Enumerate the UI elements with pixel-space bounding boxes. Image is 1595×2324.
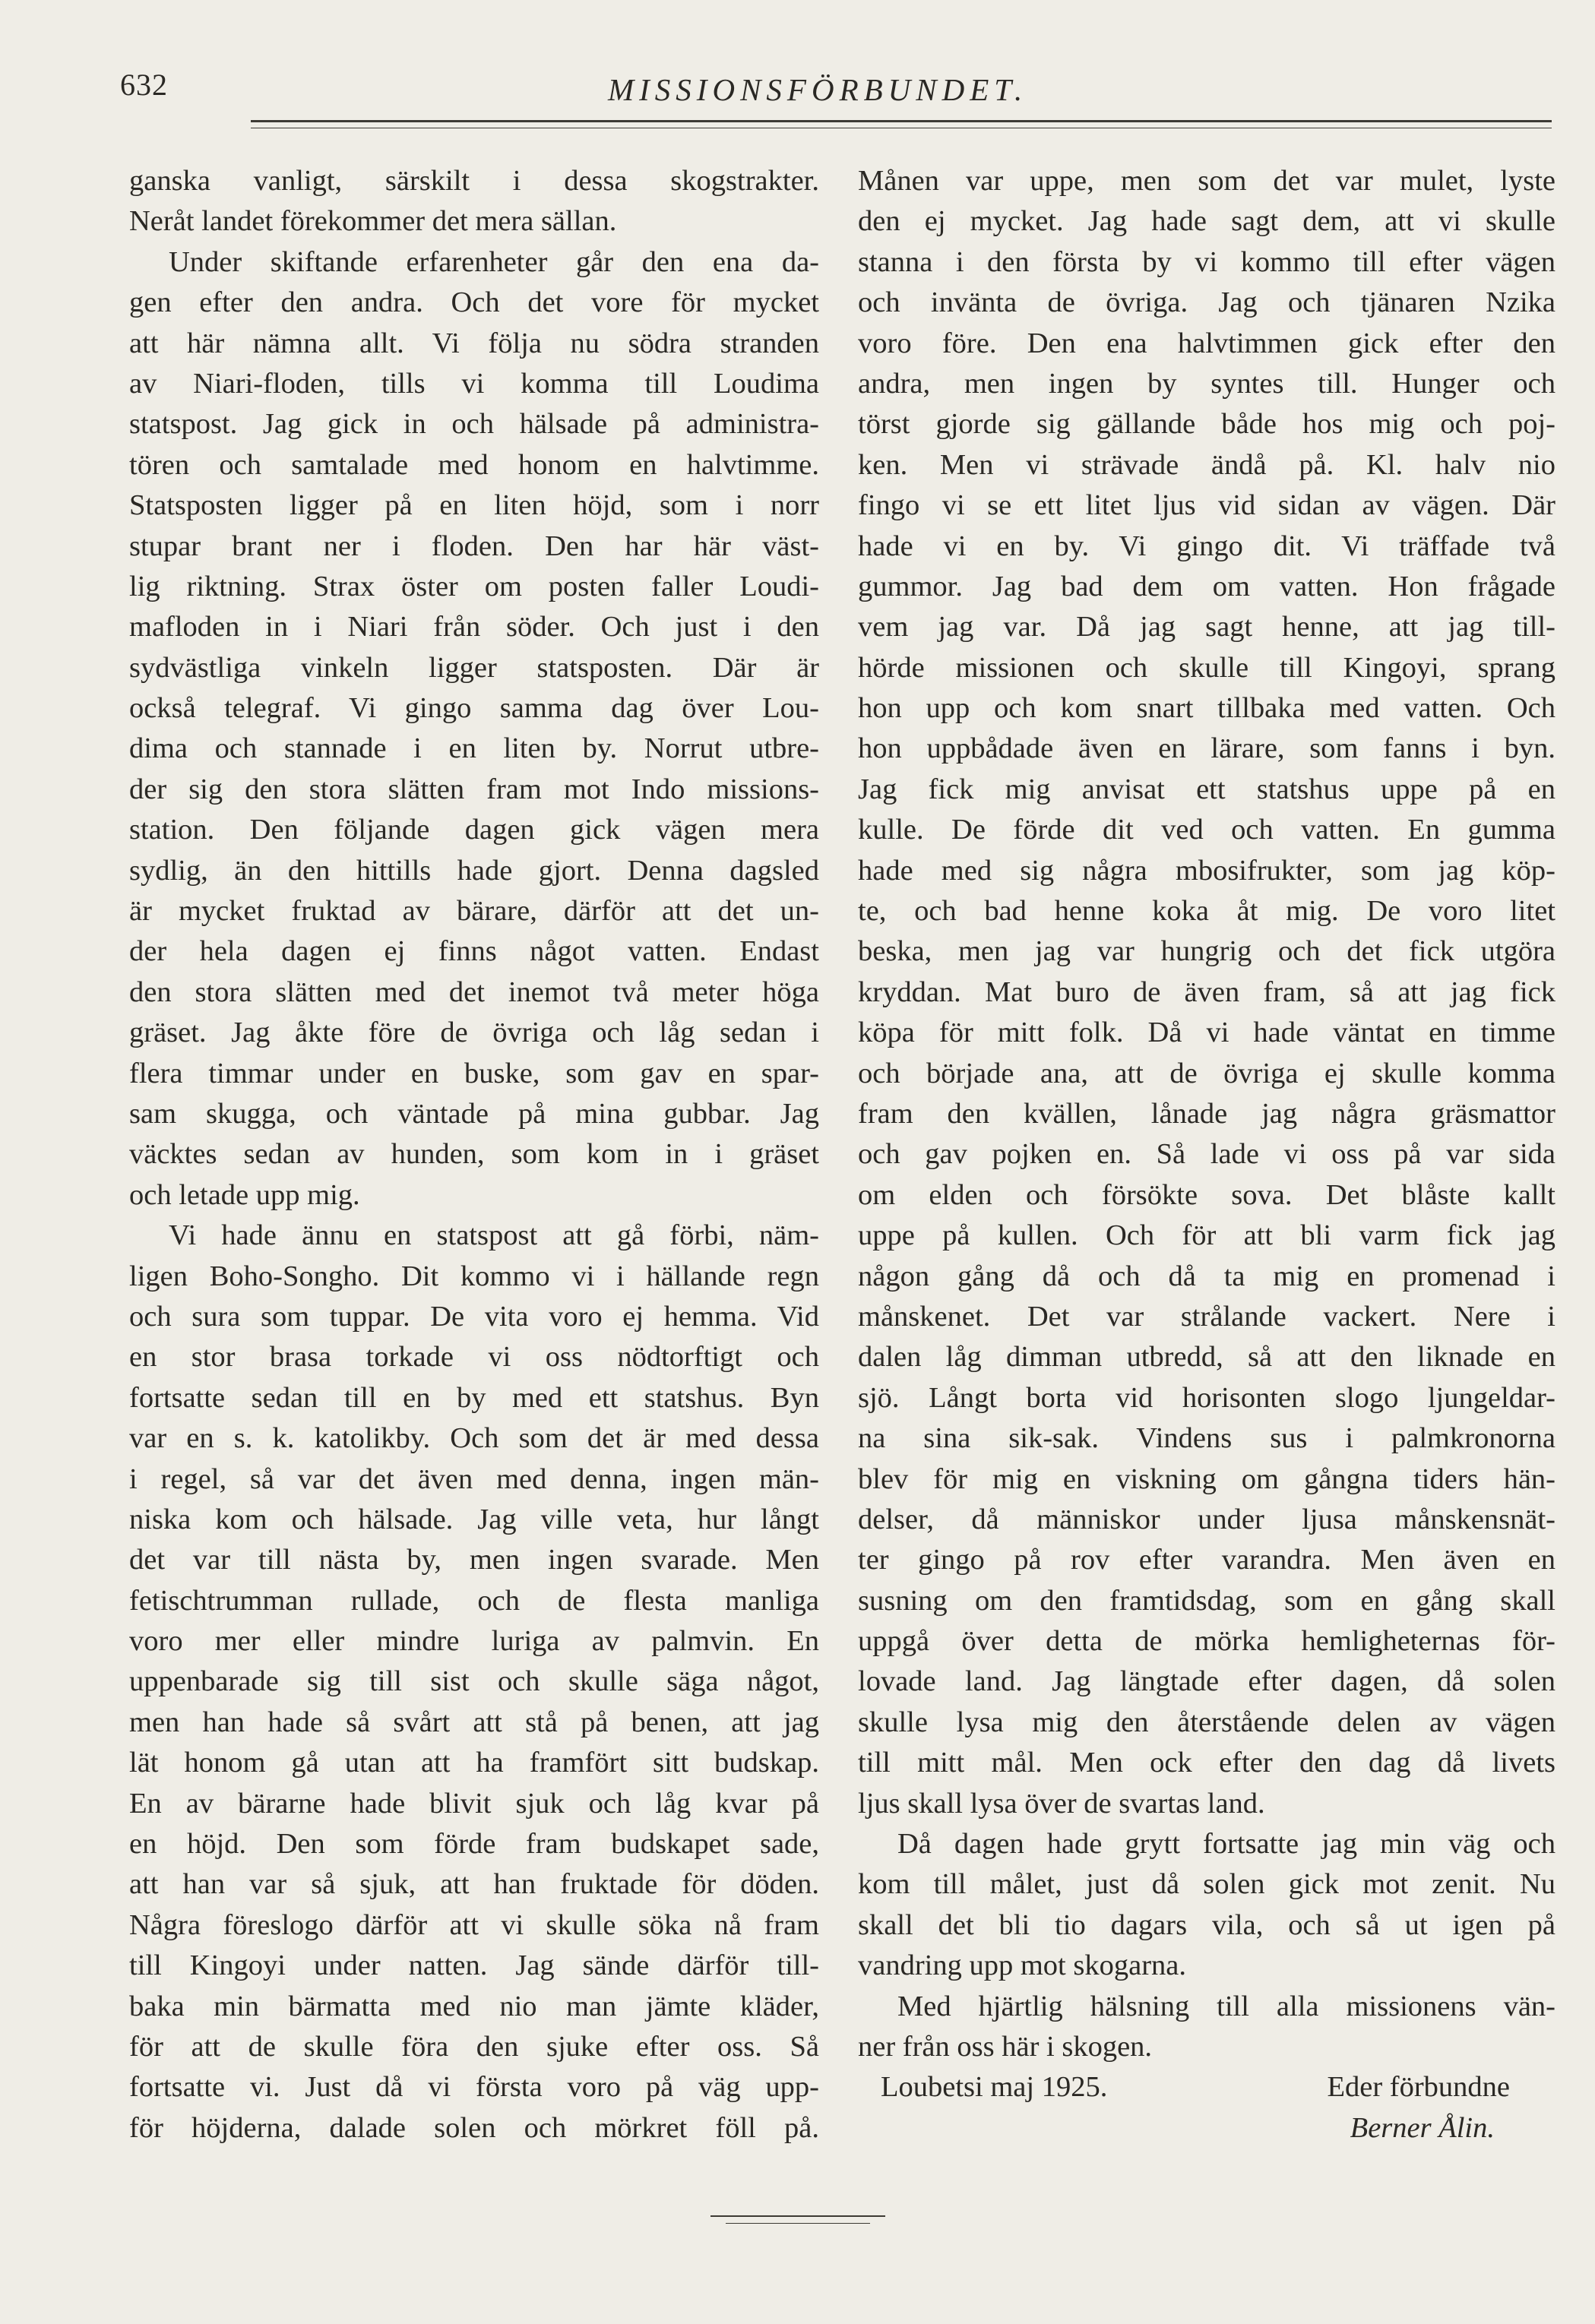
text-line: voro mer eller mindre luriga av palmvin. En (129, 1625, 819, 1658)
closing: Eder förbundne (1327, 2071, 1510, 2104)
text-line: hon uppbådade även en lärare, som fanns i byn. (858, 732, 1555, 765)
text-line: månskenet. Det var strålande vackert. Nere i (858, 1300, 1555, 1333)
text-line: uppenbarade sig till sist och skulle säga något, (129, 1665, 819, 1698)
text-line: för att de skulle föra den sjuke efter oss. Så (129, 2030, 819, 2063)
text-line: baka min bärmatta med nio man jämte kläder, (129, 1990, 819, 2022)
end-rule (710, 2215, 885, 2217)
text-line: station. Den följande dagen gick vägen mera (129, 814, 819, 846)
right-column-body (858, 161, 1555, 2067)
text-line: andra, men ingen by syntes till. Hunger och (858, 367, 1555, 400)
text-line: Då dagen hade grytt fortsatte jag min väg och (897, 1828, 1555, 1861)
text-line: och började ana, att de övriga ej skulle komma (858, 1057, 1555, 1089)
text-line: ken. Men vi strävade ändå på. Kl. halv nio (858, 448, 1555, 481)
text-line: fingo vi se ett litet ljus vid sidan av vägen. Där (858, 489, 1555, 522)
text-line: fortsatte sedan till en by med ett statshus. Byn (129, 1381, 819, 1414)
text-line: fram den kvällen, lånade jag några gräsmattor (858, 1097, 1555, 1130)
text-line: den ej mycket. Jag hade sagt dem, att vi skulle (858, 205, 1555, 238)
text-line: Vi hade ännu en statspost att gå förbi, näm- (169, 1219, 819, 1252)
text-line: lät honom gå utan att ha framfört sitt budskap. (129, 1747, 819, 1779)
text-line: var en s. k. katolikby. Och som det är med dessa (129, 1422, 819, 1455)
text-line: Med hjärtlig hälsning till alla missionens vän- (897, 1990, 1555, 2022)
text-line: sydvästliga vinkeln ligger statsposten. Där är (129, 651, 819, 684)
text-line: niska kom och hälsade. Jag ville veta, hur långt (129, 1503, 819, 1535)
text-line: Månen var uppe, men som det var mulet, lyste (858, 165, 1555, 197)
signature: Berner Ålin. (1350, 2111, 1495, 2144)
text-line: statspost. Jag gick in och hälsade på administra- (129, 408, 819, 441)
text-line: vandring upp mot skogarna. (858, 1949, 1186, 1982)
text-line: kom till målet, just då solen gick mot zenit. Nu (858, 1868, 1555, 1901)
text-line: den stora slätten med det inemot två meter höga (129, 975, 819, 1008)
text-line: till Kingoyi under natten. Jag sände därför till- (129, 1949, 819, 1982)
text-line: att här nämna allt. Vi följa nu södra stranden (129, 327, 819, 359)
text-line: törst gjorde sig gällande både hos mig och poj- (858, 408, 1555, 441)
text-line: tören och samtalade med honom en halvtimme. (129, 448, 819, 481)
text-line: Under skiftande erfarenheter går den ena da- (169, 245, 819, 278)
text-line: mafloden in i Niari från söder. Och just i den (129, 611, 819, 643)
text-line: stupar brant ner i floden. Den har här väst- (129, 530, 819, 562)
text-line: Neråt landet förekommer det mera sällan. (129, 205, 617, 238)
running-title: MISSIONSFÖRBUNDET. (608, 72, 1028, 107)
text-line: te, och bad henne koka åt mig. De voro litet (858, 895, 1555, 928)
text-line: ter gingo på rov efter varandra. Men även en (858, 1544, 1555, 1576)
signoff-row (858, 2067, 1555, 2107)
text-line: köpa för mitt folk. Då vi hade väntat en timme (858, 1017, 1555, 1049)
text-line: om elden och försökte sova. Det blåste kallt (858, 1178, 1555, 1211)
right-column (858, 161, 1555, 2149)
text-line: susning om den framtidsdag, som en gång skall (858, 1584, 1555, 1617)
text-line: ljus skall lysa över de svartas land. (858, 1787, 1265, 1820)
text-line: kryddan. Mat buro de även fram, så att jag fick (858, 975, 1555, 1008)
text-line: gummor. Jag bad dem om vatten. Hon frågade (858, 570, 1555, 602)
text-line: der sig den stora slätten fram mot Indo missions- (129, 773, 819, 805)
text-line: är mycket fruktad av bärare, därför att det un- (129, 895, 819, 928)
text-line: ligen Boho-Songho. Dit kommo vi i hällande regn (129, 1260, 819, 1292)
text-line: hon upp och kom snart tillbaka med vatten. Och (858, 692, 1555, 725)
text-line: vem jag var. Då jag sagt henne, att jag till- (858, 611, 1555, 643)
text-line: det var till nästa by, men ingen svarade. Men (129, 1544, 819, 1576)
text-line: lig riktning. Strax öster om posten faller Loudi- (129, 570, 819, 602)
text-line: till mitt mål. Men ock efter den dag då livets (858, 1747, 1555, 1779)
text-line: sydlig, än den hittills hade gjort. Denna dagsled (129, 854, 819, 887)
text-line: Några föreslogo därför att vi skulle söka nå fram (129, 1908, 819, 1941)
text-line: hade med sig några mbosifrukter, som jag köp- (858, 854, 1555, 887)
text-line: väcktes sedan av hunden, som kom in i gräset (129, 1138, 819, 1171)
text-line: dalen låg dimman utbredd, så att den liknade en (858, 1341, 1555, 1374)
end-rule-thin (726, 2223, 870, 2224)
text-line: fetischtrumman rullade, och de flesta manliga (129, 1584, 819, 1617)
text-line: en höjd. Den som förde fram budskapet sade, (129, 1828, 819, 1861)
text-line: ner från oss här i skogen. (858, 2030, 1153, 2063)
text-line: och letade upp mig. (129, 1178, 360, 1211)
text-line: delser, då människor under ljusa månskensnät- (858, 1503, 1555, 1535)
text-line: sam skugga, och väntade på mina gubbar. Jag (129, 1097, 819, 1130)
text-line: Statsposten ligger på en liten höjd, som i norr (129, 489, 819, 522)
text-line: någon gång då och då ta mig en promenad i (858, 1260, 1555, 1292)
text-line: fortsatte vi. Just då vi första voro på väg upp- (129, 2071, 819, 2104)
text-line: der hela dagen ej finns något vatten. Endast (129, 935, 819, 968)
text-line: av Niari-floden, tills vi komma till Loudima (129, 367, 819, 400)
text-line: en stor brasa torkade vi oss nödtorftigt och (129, 1341, 819, 1374)
text-line: uppe på kullen. Och för att bli varm fick jag (858, 1219, 1555, 1252)
text-line: i regel, så var det även med denna, ingen män- (129, 1462, 819, 1495)
text-line: stanna i den första by vi kommo till efter vägen (858, 245, 1555, 278)
text-line: gräset. Jag åkte före de övriga och låg sedan i (129, 1017, 819, 1049)
text-line: lovade land. Jag längtade efter dagen, då solen (858, 1665, 1555, 1698)
text-line: hade vi en by. Vi gingo dit. Vi träffade två (858, 530, 1555, 562)
text-line: uppgå över detta de mörka hemligheternas för- (858, 1625, 1555, 1658)
text-line: voro före. Den ena halvtimmen gick efter den (858, 327, 1555, 359)
text-line: blev för mig en viskning om gångna tiders hän- (858, 1462, 1555, 1495)
text-line: beska, men jag var hungrig och det fick utgöra (858, 935, 1555, 968)
text-line: kulle. De förde dit ved och vatten. En gumma (858, 814, 1555, 846)
text-line: na sina sik-sak. Vindens sus i palmkronorna (858, 1422, 1555, 1455)
text-line: ganska vanligt, särskilt i dessa skogstrakter. (129, 165, 819, 197)
text-line: och invänta de övriga. Jag och tjänaren Nzika (858, 286, 1555, 319)
text-line: dima och stannade i en liten by. Norrut utbre- (129, 732, 819, 765)
text-line: skall det bli tio dagars vila, och så ut igen på (858, 1908, 1555, 1941)
left-column (129, 161, 819, 2149)
text-line: och gav pojken en. Så lade vi oss på var sida (858, 1138, 1555, 1171)
text-line: att han var så sjuk, att han fruktade för döden. (129, 1868, 819, 1901)
text-line: men han hade så svårt att stå på benen, att jag (129, 1706, 819, 1738)
text-line: Jag fick mig anvisat ett statshus uppe på en (858, 773, 1555, 805)
text-line: gen efter den andra. Och det vore för mycket (129, 286, 819, 319)
text-line: för höjderna, dalade solen och mörkret föll på. (129, 2111, 819, 2144)
text-line: sjö. Långt borta vid horisonten slogo ljungeldar- (858, 1381, 1555, 1414)
page-number: 632 (120, 68, 168, 102)
text-line: också telegraf. Vi gingo samma dag över Lou- (129, 692, 819, 725)
text-line: och sura som tuppar. De vita voro ej hemma. Vid (129, 1300, 819, 1333)
text-line: hörde missionen och skulle till Kingoyi, sprang (858, 651, 1555, 684)
text-line: skulle lysa mig den återstående delen av vägen (858, 1706, 1555, 1738)
text-line: En av bärarne hade blivit sjuk och låg kvar på (129, 1787, 819, 1820)
place-date: Loubetsi maj 1925. (881, 2071, 1108, 2104)
text-line: flera timmar under en buske, som gav en spar- (129, 1057, 819, 1089)
header-rule (251, 120, 1552, 122)
